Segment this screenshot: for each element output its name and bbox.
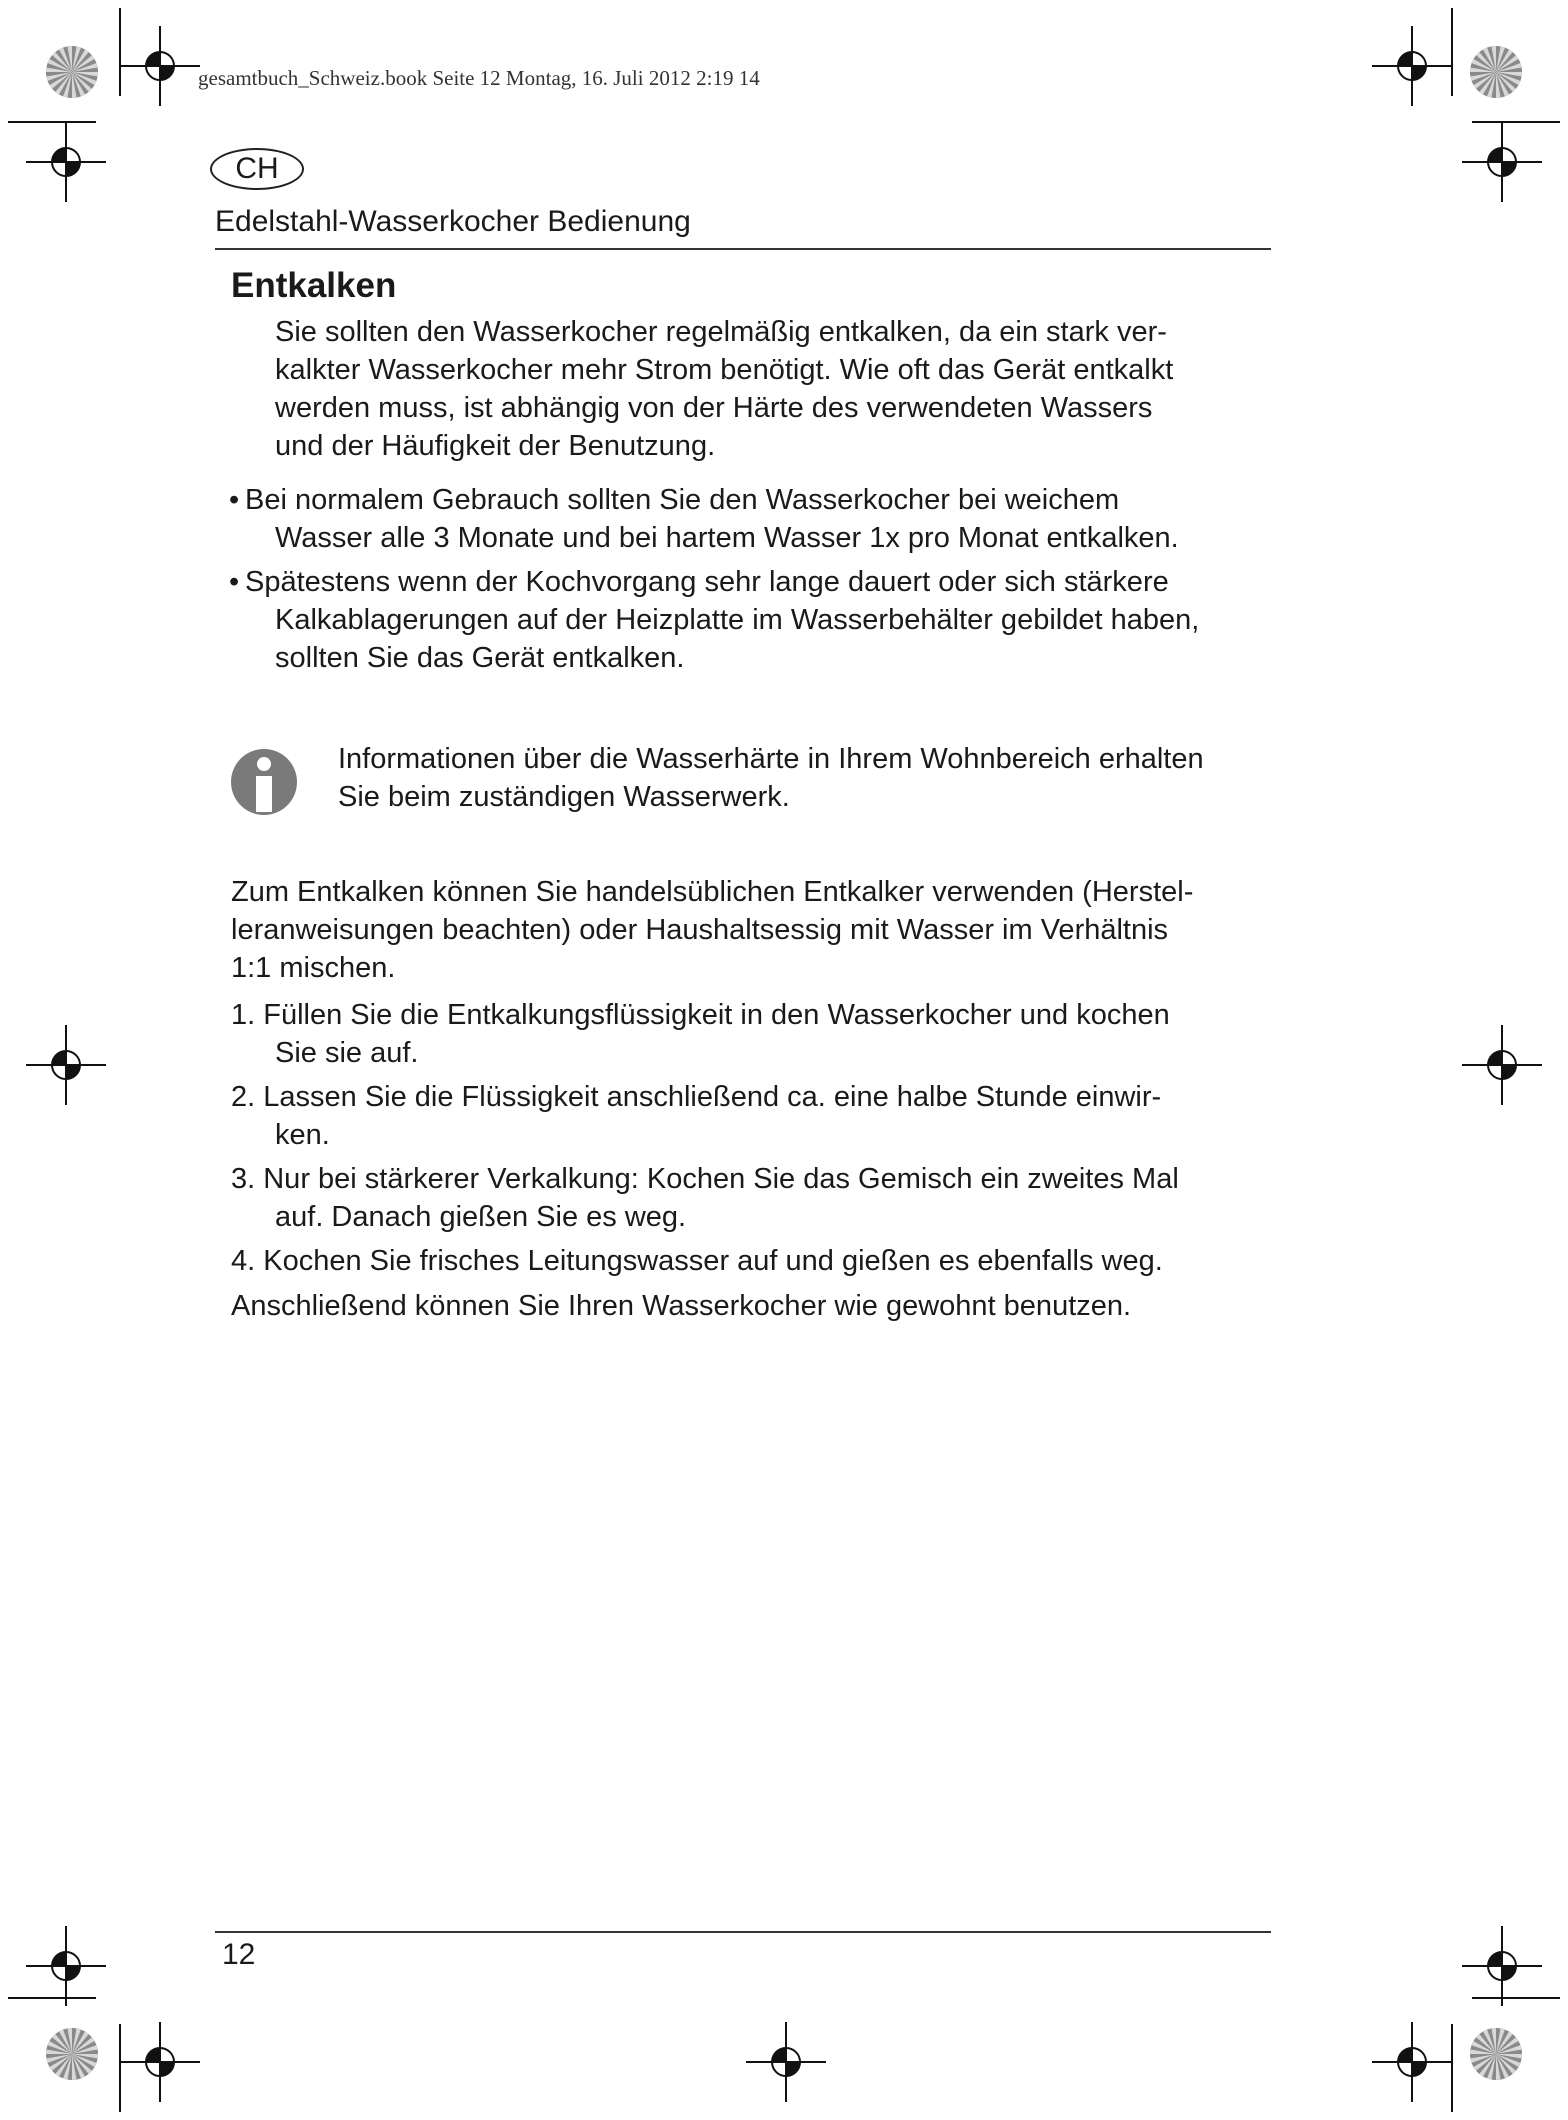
step-line: ken. [275,1119,330,1151]
bullet-line: sollten Sie das Gerät entkalken. [275,642,685,674]
crosshair-icon [1462,1025,1542,1105]
starburst-icon [46,46,98,98]
step-line: auf. Danach gießen Sie es weg. [275,1201,687,1233]
print-slug: gesamtbuch_Schweiz.book Seite 12 Montag, 16. Juli 2012 2:19 14 [198,66,760,90]
crosshair-icon [120,26,200,106]
descaler-line: leranweisungen beachten) oder Haushaltsessig mit Wasser im Verhältnis [231,914,1169,946]
section-heading: Entkalken [231,266,397,305]
bullet-line: Wasser alle 3 Monate und bei hartem Wasser 1x pro Monat entkalken. [275,522,1179,554]
step-line: 1. Füllen Sie die Entkalkungsflüssigkeit in den Wasserkocher und kochen [231,999,1170,1031]
footer-rule [215,1931,1271,1933]
starburst-icon [1470,46,1522,98]
info-note-line: Sie beim zuständigen Wasserwerk. [338,781,790,813]
bullet-line: Kalkablagerungen auf der Heizplatte im Wasserbehälter gebildet haben, [275,604,1200,636]
bullet-line: Bei normalem Gebrauch sollten Sie den Wasserkocher bei weichem [245,484,1120,516]
crosshair-icon [1462,122,1542,202]
starburst-icon [46,2028,98,2080]
header-rule [215,248,1271,250]
intro-line: und der Häufigkeit der Benutzung. [275,430,716,462]
descaler-line: 1:1 mischen. [231,952,396,984]
crosshair-icon [26,122,106,202]
bullet-marker: • [229,566,240,598]
crosshair-icon [26,1926,106,2006]
step-line: Sie sie auf. [275,1037,419,1069]
step-line: 4. Kochen Sie frisches Leitungswasser auf und gießen es ebenfalls weg. [231,1245,1163,1277]
intro-line: Sie sollten den Wasserkocher regelmäßig entkalken, da ein stark ver- [275,316,1167,348]
crosshair-icon [1372,2022,1452,2102]
crosshair-icon [746,2022,826,2102]
descaler-line: Zum Entkalken können Sie handelsüblichen Entkalker verwenden (Herstel- [231,876,1194,908]
page-number: 12 [222,1938,256,1971]
info-icon [230,748,298,816]
step-line: 2. Lassen Sie die Flüssigkeit anschließend ca. eine halbe Stunde einwir- [231,1081,1162,1113]
bullet-line: Spätestens wenn der Kochvorgang sehr lange dauert oder sich stärkere [245,566,1169,598]
step-line: 3. Nur bei stärkerer Verkalkung: Kochen Sie das Gemisch ein zweites Mal [231,1163,1179,1195]
crosshair-icon [120,2022,200,2102]
country-badge: CH [210,148,304,190]
starburst-icon [1470,2028,1522,2080]
crosshair-icon [1462,1926,1542,2006]
running-header: Edelstahl-Wasserkocher Bedienung [215,205,691,238]
crosshair-icon [1372,26,1452,106]
intro-line: kalkter Wasserkocher mehr Strom benötigt. Wie oft das Gerät entkalkt [275,354,1174,386]
intro-line: werden muss, ist abhängig von der Härte des verwendeten Wassers [275,392,1153,424]
bullet-marker: • [229,484,240,516]
crosshair-icon [26,1025,106,1105]
info-note-line: Informationen über die Wasserhärte in Ihrem Wohnbereich erhalten [338,743,1204,775]
closing-line: Anschließend können Sie Ihren Wasserkocher wie gewohnt benutzen. [231,1290,1132,1322]
